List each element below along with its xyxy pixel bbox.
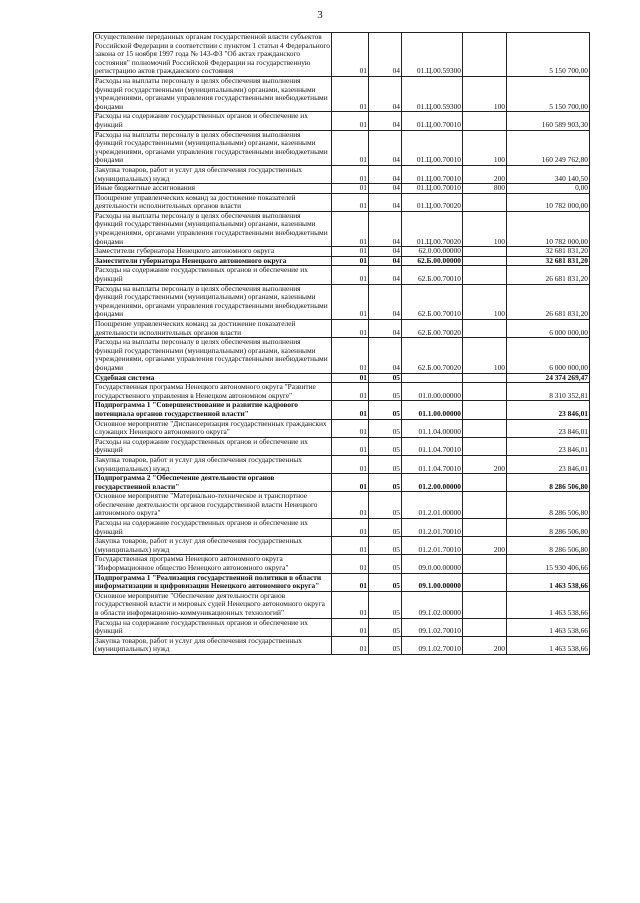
row-name: Основное мероприятие "Диспансеризация государственных гражданских служащих Ненецкого автономного округа" — [94, 419, 332, 437]
row-target-article: 01.Ц.00.70010 — [402, 165, 463, 183]
row-subsection: 04 — [369, 33, 402, 77]
row-amount: 15 930 406,66 — [507, 555, 590, 573]
row-section: 01 — [332, 519, 369, 537]
row-amount: 26 681 831,20 — [507, 266, 590, 284]
table-row — [94, 247, 590, 257]
table-row — [94, 573, 590, 591]
row-subsection: 05 — [369, 519, 402, 537]
row-name: Подпрограмма 1 "Реализация государственной политики в области информатизации и цифровизации Ненецкого автономного округа" — [94, 573, 332, 591]
row-target-article: 01.Ц.00.70010 — [402, 112, 463, 130]
row-amount: 8 286 506,80 — [507, 474, 590, 492]
row-subsection: 05 — [369, 401, 402, 419]
row-name: Подпрограмма 2 "Обеспечение деятельности органов государственной власти" — [94, 474, 332, 492]
row-target-article: 01.Ц.00.70020 — [402, 211, 463, 246]
row-target-article: 01.Ц.00.59300 — [402, 33, 463, 77]
row-subsection: 05 — [369, 455, 402, 473]
row-section: 01 — [332, 492, 369, 519]
row-target-article: 01.2.01.00000 — [402, 492, 463, 519]
row-expense-type — [463, 320, 507, 338]
row-subsection: 05 — [369, 573, 402, 591]
row-amount: 8 286 506,80 — [507, 492, 590, 519]
row-section: 01 — [332, 266, 369, 284]
row-expense-type — [463, 383, 507, 401]
row-section: 01 — [332, 618, 369, 636]
budget-table-body — [94, 33, 590, 655]
row-section: 01 — [332, 112, 369, 130]
table-row — [94, 636, 590, 654]
row-target-article: 62.Б.00.70010 — [402, 284, 463, 319]
row-target-article: 62.Б.00.70010 — [402, 266, 463, 284]
table-row — [94, 401, 590, 419]
row-amount: 1 463 538,66 — [507, 618, 590, 636]
row-subsection: 04 — [369, 284, 402, 319]
row-section: 01 — [332, 383, 369, 401]
row-expense-type — [463, 591, 507, 618]
row-target-article: 01.Ц.00.59300 — [402, 76, 463, 111]
row-expense-type — [463, 373, 507, 383]
row-expense-type: 200 — [463, 636, 507, 654]
row-amount: 8 310 352,81 — [507, 383, 590, 401]
row-section: 01 — [332, 455, 369, 473]
budget-table — [93, 32, 590, 655]
row-subsection: 05 — [369, 373, 402, 383]
row-expense-type — [463, 492, 507, 519]
row-target-article: 01.2.00.00000 — [402, 474, 463, 492]
row-subsection: 04 — [369, 193, 402, 211]
row-name: Государственная программа Ненецкого автономного округа "Информационное общество Ненецкого автономного округа" — [94, 555, 332, 573]
row-subsection: 04 — [369, 130, 402, 165]
row-name: Поощрение управленческих команд за достижение показателей деятельности исполнительных органов власти — [94, 320, 332, 338]
table-row — [94, 211, 590, 246]
row-name: Осуществление переданных органам государственной власти субъектов Российской Федерации в соответствии с пунктом 1 статьи 4 Федерального закона от 15 ноября 1997 года № 143-ФЗ "Об актах гражданского состояния" полномочий Российской Федерации на государственную регистрацию актов гражданского состояния — [95, 32, 330, 76]
table-row — [94, 320, 590, 338]
row-target-article: 62.0.00.00000 — [402, 247, 463, 257]
table-row — [94, 266, 590, 284]
row-name: Расходы на выплаты персоналу в целях обеспечения выполнения функций государственными (муниципальными) органами, казенными учреждениями, органами управления государственными внебюджетными фондами — [94, 130, 332, 165]
table-row — [94, 591, 590, 618]
row-section: 01 — [332, 256, 369, 266]
table-row — [94, 519, 590, 537]
row-target-article: 09.1.00.00000 — [402, 573, 463, 591]
row-target-article: 01.2.01.70010 — [402, 519, 463, 537]
row-section: 01 — [332, 184, 369, 194]
table-row — [94, 76, 590, 111]
row-amount: 10 782 000,00 — [507, 211, 590, 246]
row-subsection: 05 — [369, 591, 402, 618]
row-name: Закупка товаров, работ и услуг для обеспечения государственных (муниципальных) нужд — [94, 537, 332, 555]
row-amount: 26 681 831,20 — [507, 284, 590, 319]
row-amount: 23 846,01 — [507, 401, 590, 419]
table-row — [94, 193, 590, 211]
row-section: 01 — [332, 401, 369, 419]
row-target-article: 01.Ц.00.70010 — [402, 130, 463, 165]
table-row — [94, 492, 590, 519]
row-expense-type: 200 — [463, 165, 507, 183]
row-expense-type: 200 — [463, 537, 507, 555]
row-section: 01 — [332, 284, 369, 319]
row-subsection: 04 — [369, 211, 402, 246]
row-name: Закупка товаров, работ и услуг для обеспечения государственных (муниципальных) нужд — [94, 165, 332, 183]
row-subsection: 05 — [369, 492, 402, 519]
table-row — [94, 130, 590, 165]
table-row — [94, 165, 590, 183]
row-name: Расходы на содержание государственных органов и обеспечение их функций — [94, 112, 332, 130]
row-amount: 6 000 000,00 — [507, 338, 590, 373]
row-target-article: 62.Б.00.00000 — [402, 256, 463, 266]
row-section: 01 — [332, 373, 369, 383]
row-expense-type — [463, 401, 507, 419]
row-target-article: 01.1.04.70010 — [402, 437, 463, 455]
row-amount: 23 846,01 — [507, 437, 590, 455]
row-name: Расходы на выплаты персоналу в целях обеспечения выполнения функций государственными (муниципальными) органами, казенными учреждениями, органами управления государственными внебюджетными фондами — [94, 76, 332, 111]
row-section: 01 — [332, 573, 369, 591]
row-amount: 10 782 000,00 — [507, 193, 590, 211]
row-expense-type — [463, 474, 507, 492]
row-amount: 6 000 000,00 — [507, 320, 590, 338]
row-target-article: 01.1.04.00000 — [402, 419, 463, 437]
table-row — [94, 383, 590, 401]
row-name: Расходы на содержание государственных органов и обеспечение их функций — [94, 618, 332, 636]
row-target-article: 62.Б.00.70020 — [402, 338, 463, 373]
row-section: 01 — [332, 537, 369, 555]
row-target-article: 01.Ц.00.70010 — [402, 184, 463, 194]
row-target-article: 09.1.02.00000 — [402, 591, 463, 618]
row-subsection: 04 — [369, 165, 402, 183]
row-expense-type: 100 — [463, 76, 507, 111]
row-expense-type: 100 — [463, 211, 507, 246]
row-subsection: 05 — [369, 474, 402, 492]
row-expense-type — [463, 618, 507, 636]
row-subsection: 04 — [369, 76, 402, 111]
row-amount: 160 589 903,30 — [507, 112, 590, 130]
table-row — [94, 284, 590, 319]
row-target-article: 09.1.02.70010 — [402, 636, 463, 654]
row-target-article: 01.0.00.00000 — [402, 383, 463, 401]
table-row — [94, 555, 590, 573]
row-name: Заместители губернатора Ненецкого автономного округа — [94, 256, 332, 266]
row-section: 01 — [332, 33, 369, 77]
table-row — [94, 112, 590, 130]
table-row — [94, 455, 590, 473]
table-row — [94, 338, 590, 373]
table-row — [94, 618, 590, 636]
row-amount: 160 249 762,80 — [507, 130, 590, 165]
row-expense-type — [463, 573, 507, 591]
row-amount: 1 463 538,66 — [507, 636, 590, 654]
row-amount: 1 463 538,66 — [507, 573, 590, 591]
row-amount: 32 681 831,20 — [507, 256, 590, 266]
row-expense-type — [463, 266, 507, 284]
row-amount: 8 286 506,80 — [507, 537, 590, 555]
row-subsection: 05 — [369, 419, 402, 437]
row-subsection: 04 — [369, 112, 402, 130]
row-name: Расходы на выплаты персоналу в целях обеспечения выполнения функций государственными (муниципальными) органами, казенными учреждениями, органами управления государственными внебюджетными фондами — [94, 211, 332, 246]
table-row — [94, 474, 590, 492]
row-name: Закупка товаров, работ и услуг для обеспечения государственных (муниципальных) нужд — [94, 455, 332, 473]
row-subsection: 04 — [369, 320, 402, 338]
row-expense-type — [463, 519, 507, 537]
row-name: Подпрограмма 1 "Совершенствование и развитие кадрового потенциала органов государственной власти" — [94, 401, 332, 419]
row-name: Закупка товаров, работ и услуг для обеспечения государственных (муниципальных) нужд — [94, 636, 332, 654]
row-section: 01 — [332, 591, 369, 618]
table-row — [94, 184, 590, 194]
row-section: 01 — [332, 419, 369, 437]
row-section: 01 — [332, 338, 369, 373]
row-section: 01 — [332, 130, 369, 165]
row-expense-type — [463, 193, 507, 211]
row-amount: 1 463 538,66 — [507, 591, 590, 618]
row-expense-type: 100 — [463, 284, 507, 319]
row-expense-type — [463, 256, 507, 266]
row-amount: 23 846,01 — [507, 455, 590, 473]
row-name: Основное мероприятие "Обеспечение деятельности органов государственной власти и мировых судей Ненецкого автономного округа в области информационно-коммуникационных технологий" — [94, 591, 332, 618]
row-name: Поощрение управленческих команд за достижение показателей деятельности исполнительных органов власти — [94, 193, 332, 211]
row-expense-type: 800 — [463, 184, 507, 194]
row-expense-type — [463, 112, 507, 130]
row-subsection: 05 — [369, 437, 402, 455]
row-subsection: 04 — [369, 184, 402, 194]
row-amount: 24 374 269,47 — [507, 373, 590, 383]
row-expense-type: 100 — [463, 338, 507, 373]
row-subsection: 04 — [369, 256, 402, 266]
table-row — [94, 33, 590, 77]
row-amount: 8 286 506,80 — [507, 519, 590, 537]
row-subsection: 05 — [369, 555, 402, 573]
row-name: Расходы на выплаты персоналу в целях обеспечения выполнения функций государственными (муниципальными) органами, казенными учреждениями, органами управления государственными внебюджетными фондами — [94, 338, 332, 373]
page-number: 3 — [317, 9, 323, 21]
row-expense-type — [463, 33, 507, 77]
row-target-article: 01.Ц.00.70020 — [402, 193, 463, 211]
row-section: 01 — [332, 474, 369, 492]
table-row — [94, 419, 590, 437]
row-section: 01 — [332, 247, 369, 257]
row-section: 01 — [332, 437, 369, 455]
row-amount: 5 150 700,00 — [507, 76, 590, 111]
row-section: 01 — [332, 165, 369, 183]
row-expense-type — [463, 419, 507, 437]
table-row — [94, 437, 590, 455]
row-amount: 32 681 831,20 — [507, 247, 590, 257]
table-row — [94, 537, 590, 555]
row-expense-type: 200 — [463, 455, 507, 473]
row-name: Расходы на содержание государственных органов и обеспечение их функций — [94, 519, 332, 537]
row-amount: 23 846,01 — [507, 419, 590, 437]
row-name: Расходы на выплаты персоналу в целях обеспечения выполнения функций государственными (муниципальными) органами, казенными учреждениями, органами управления государственными внебюджетными фондами — [94, 284, 332, 319]
row-subsection: 05 — [369, 636, 402, 654]
row-target-article: 01.2.01.70010 — [402, 537, 463, 555]
row-amount: 5 150 700,00 — [507, 33, 590, 77]
row-subsection: 05 — [369, 618, 402, 636]
row-expense-type — [463, 247, 507, 257]
row-section: 01 — [332, 320, 369, 338]
row-section: 01 — [332, 193, 369, 211]
row-name: Государственная программа Ненецкого автономного округа "Развитие государственного управления в Ненецком автономном округе" — [94, 383, 332, 401]
row-expense-type — [463, 437, 507, 455]
row-target-article: 01.1.04.70010 — [402, 455, 463, 473]
row-target-article: 62.Б.00.70020 — [402, 320, 463, 338]
row-section: 01 — [332, 555, 369, 573]
row-expense-type: 100 — [463, 130, 507, 165]
row-section: 01 — [332, 636, 369, 654]
row-subsection: 05 — [369, 383, 402, 401]
row-target-article: 01.1.00.00000 — [402, 401, 463, 419]
row-subsection: 04 — [369, 247, 402, 257]
row-name: Заместители губернатора Ненецкого автономного округа — [94, 247, 332, 257]
row-expense-type — [463, 555, 507, 573]
row-subsection: 04 — [369, 266, 402, 284]
row-section: 01 — [332, 211, 369, 246]
row-name: Судебная система — [94, 373, 332, 383]
row-name: Основное мероприятие "Материально-техническое и транспортное обеспечение деятельности органов государственной власти Ненецкого автономного округа" — [94, 492, 332, 519]
row-amount: 340 140,50 — [507, 165, 590, 183]
row-target-article: 09.0.00.00000 — [402, 555, 463, 573]
row-target-article: 09.1.02.70010 — [402, 618, 463, 636]
row-name: Иные бюджетные ассигнования — [94, 184, 332, 194]
row-section: 01 — [332, 76, 369, 111]
row-amount: 0,00 — [507, 184, 590, 194]
row-name: Расходы на содержание государственных органов и обеспечение их функций — [94, 437, 332, 455]
row-name: Расходы на содержание государственных органов и обеспечение их функций — [94, 266, 332, 284]
row-target-article — [402, 373, 463, 383]
row-subsection: 05 — [369, 537, 402, 555]
row-subsection: 04 — [369, 338, 402, 373]
